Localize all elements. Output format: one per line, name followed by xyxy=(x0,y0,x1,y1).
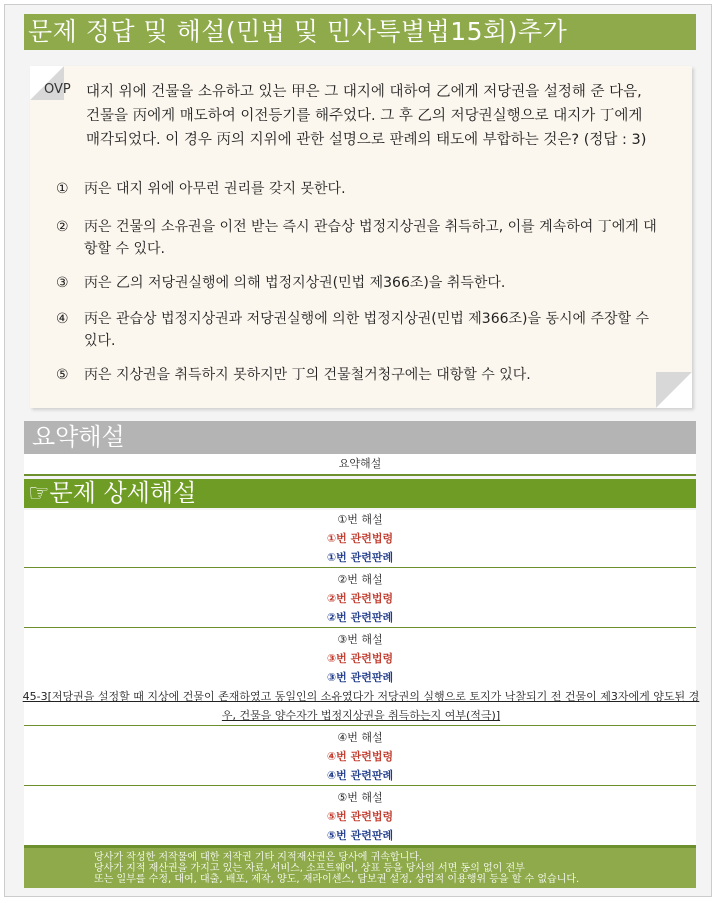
explanation-link[interactable]: ⑤번 해설 xyxy=(337,791,383,804)
option-text: 丙은 관습상 법정지상권과 저당권실행에 의한 법정지상권(민법 제366조)을 동시에 주장할 수 있다. xyxy=(84,311,650,349)
option-text: 丙은 대지 위에 아무런 권리를 갖지 못한다. xyxy=(84,181,346,197)
explanation-link[interactable]: ④번 해설 xyxy=(337,731,383,744)
related-precedent-link[interactable]: ①번 관련판례 xyxy=(326,551,394,564)
explanation-group-4 xyxy=(24,728,696,786)
option-text: 丙은 건물의 소유권을 이전 받는 즉시 관습상 법정지상권을 취득하고, 이를 계속하여 丁에게 대항할 수 있다. xyxy=(84,219,657,257)
question-card xyxy=(30,66,692,408)
detail-heading: ☞문제 상세해설 xyxy=(24,479,696,508)
copyright-line: 당사가 작성한 저작물에 대한 저작권 기타 지적재산권은 당사에 귀속합니다. xyxy=(94,852,423,863)
option-text: 丙은 지상권을 취득하지 못하지만 丁의 건물철거청구에는 대항할 수 있다. xyxy=(84,367,531,383)
explanation-link[interactable]: ①번 해설 xyxy=(337,513,383,526)
related-law-link[interactable]: ③번 관련법령 xyxy=(326,652,394,665)
copyright-line: 당사가 지적 재산권을 가지고 있는 자료, 서비스, 소프트웨어, 상표 등을 당사의 서면 동의 없이 전부 xyxy=(94,863,525,874)
question-stem: 대지 위에 건물을 소유하고 있는 甲은 그 대지에 대하여 乙에게 저당권을 설정해 준 다음, 건물을 丙에게 매도하여 이전등기를 해주었다. 그 후 乙의 저당권실행으로 대지가 丁에게 매각되었다. 이 경우 丙의 지위에 관한 설명으로 판례의 태도에 부합하는 것은? (정답 : 3) xyxy=(86,84,647,148)
option-number: ④ xyxy=(56,311,69,327)
option-text: 丙은 乙의 저당권실행에 의해 법정지상권(민법 제366조)을 취득한다. xyxy=(84,275,506,291)
explanation-group-1 xyxy=(24,510,696,568)
option-number: ② xyxy=(56,219,69,235)
summary-heading: 요약해설 xyxy=(24,421,696,454)
explanation-group-2 xyxy=(24,570,696,628)
summary-row: 요약해설 xyxy=(24,454,696,476)
option-number: ③ xyxy=(56,275,69,291)
precedent-case-link[interactable]: 45-3[저당권을 설정할 때 지상에 건물이 존재하였고 동일인의 소유였다가 저당권의 실행으로 토지가 낙찰되기 전 건물이 제3자에게 양도된 경우, 건물을 양수자가 법정지상권을 취득하는지 여부(적극)] xyxy=(22,690,700,722)
related-precedent-link[interactable]: ②번 관련판례 xyxy=(326,611,394,624)
explanation-group-5 xyxy=(24,788,696,846)
copyright-footer xyxy=(24,846,696,888)
related-law-link[interactable]: ①번 관련법령 xyxy=(326,532,394,545)
related-law-link[interactable]: ⑤번 관련법령 xyxy=(326,810,394,823)
question-label: OVP xyxy=(44,82,71,97)
related-law-link[interactable]: ②번 관련법령 xyxy=(326,592,394,605)
explanation-group-3 xyxy=(22,630,700,726)
option-number: ① xyxy=(56,181,69,197)
related-precedent-link[interactable]: ⑤번 관련판례 xyxy=(326,829,394,842)
explanation-link[interactable]: ③번 해설 xyxy=(337,633,383,646)
option-number: ⑤ xyxy=(56,367,69,383)
explanation-link[interactable]: ②번 해설 xyxy=(337,573,383,586)
detail-explanations xyxy=(22,510,700,846)
related-law-link[interactable]: ④번 관련법령 xyxy=(326,750,394,763)
copyright-line: 또는 일부를 수정, 대여, 대출, 배포, 제작, 양도, 재라이센스, 담보권 설정, 상업적 이용행위 등을 할 수 없습니다. xyxy=(94,874,580,885)
related-precedent-link[interactable]: ④번 관련판례 xyxy=(326,769,394,782)
page-title: 문제 정답 및 해설(민법 및 민사특별법15회)추가 xyxy=(24,14,696,50)
related-precedent-link[interactable]: ③번 관련판례 xyxy=(326,671,394,684)
